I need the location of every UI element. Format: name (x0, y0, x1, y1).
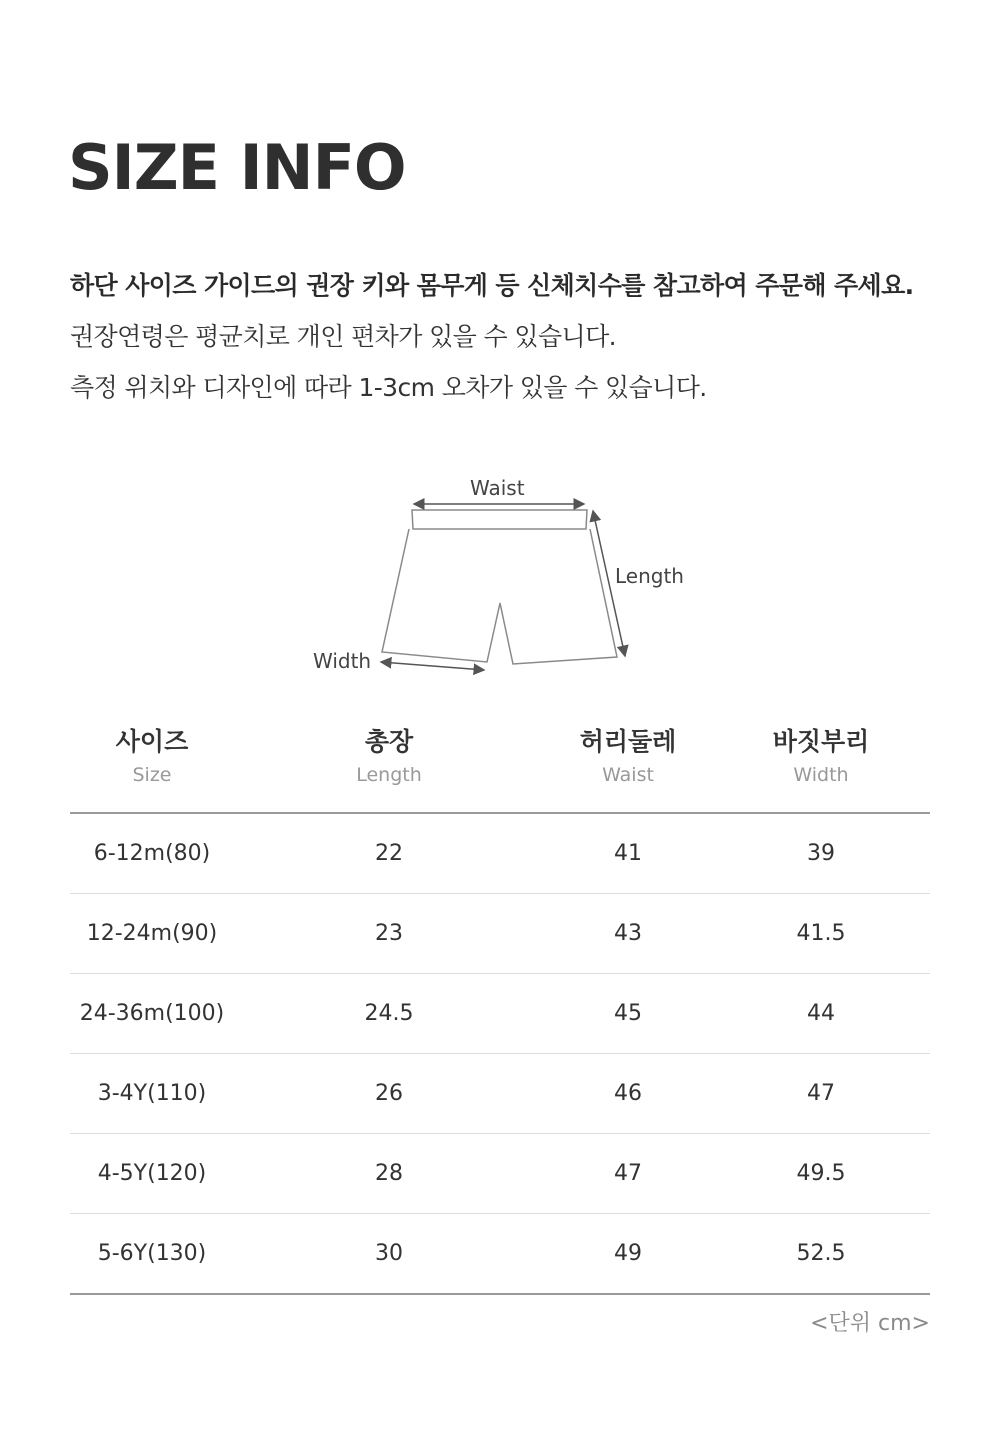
cell-width: 47 (807, 1081, 835, 1106)
table-row (70, 814, 930, 894)
header-width-ko: 바짓부리 (772, 727, 870, 756)
cell-size: 5-6Y(130) (97, 1241, 207, 1266)
cell-waist: 41 (614, 841, 642, 866)
header-waist-en: Waist (602, 764, 654, 786)
size-notes (70, 260, 970, 413)
header-length (234, 722, 544, 812)
cell-length: 22 (375, 841, 403, 866)
cell-waist: 49 (614, 1241, 642, 1266)
cell-size: 24-36m(100) (79, 1001, 225, 1026)
width-arrow (381, 662, 484, 670)
note-age-deviation: 권장연령은 평균치로 개인 편차가 있을 수 있습니다. (70, 322, 616, 351)
header-width-en: Width (793, 764, 849, 786)
cell-width: 39 (807, 841, 835, 866)
cell-waist: 47 (614, 1161, 642, 1186)
size-table (70, 722, 930, 1295)
cell-width: 41.5 (796, 921, 846, 946)
length-label: Length (615, 564, 684, 588)
cell-length: 30 (375, 1241, 403, 1266)
table-row (70, 894, 930, 974)
waist-label: Waist (470, 476, 525, 500)
header-length-en: Length (356, 764, 422, 786)
cell-length: 26 (375, 1081, 403, 1106)
cell-width: 49.5 (796, 1161, 846, 1186)
note-measurement-error: 측정 위치와 디자인에 따라 1-3cm 오차가 있을 수 있습니다. (70, 373, 707, 402)
cell-length: 23 (375, 921, 403, 946)
cell-size: 6-12m(80) (93, 841, 211, 866)
header-size-ko: 사이즈 (115, 727, 189, 756)
header-width (712, 722, 930, 812)
header-waist (544, 722, 712, 812)
cell-width: 44 (807, 1001, 835, 1026)
table-row (70, 1134, 930, 1214)
table-header (70, 722, 930, 814)
width-label: Width (313, 649, 372, 673)
cell-waist: 46 (614, 1081, 642, 1106)
note-order-guide: 하단 사이즈 가이드의 권장 키와 몸무게 등 신체치수를 참고하여 주문해 주세요. (70, 271, 914, 300)
shorts-measurement-diagram (300, 465, 720, 695)
unit-note: <단위 cm> (810, 1311, 930, 1336)
table-row (70, 1214, 930, 1295)
table-row (70, 974, 930, 1054)
header-waist-ko: 허리둘레 (579, 727, 677, 756)
cell-width: 52.5 (796, 1241, 846, 1266)
page-title: SIZE INFO (68, 131, 406, 204)
table-row (70, 1054, 930, 1134)
cell-length: 28 (375, 1161, 403, 1186)
cell-size: 12-24m(90) (86, 921, 218, 946)
cell-length: 24.5 (364, 1001, 414, 1026)
header-size-en: Size (132, 764, 172, 786)
header-size (70, 722, 234, 812)
cell-waist: 45 (614, 1001, 642, 1026)
header-length-ko: 총장 (364, 727, 414, 756)
cell-size: 4-5Y(120) (97, 1161, 207, 1186)
cell-size: 3-4Y(110) (97, 1081, 207, 1106)
cell-waist: 43 (614, 921, 642, 946)
shorts-outline (382, 510, 617, 664)
